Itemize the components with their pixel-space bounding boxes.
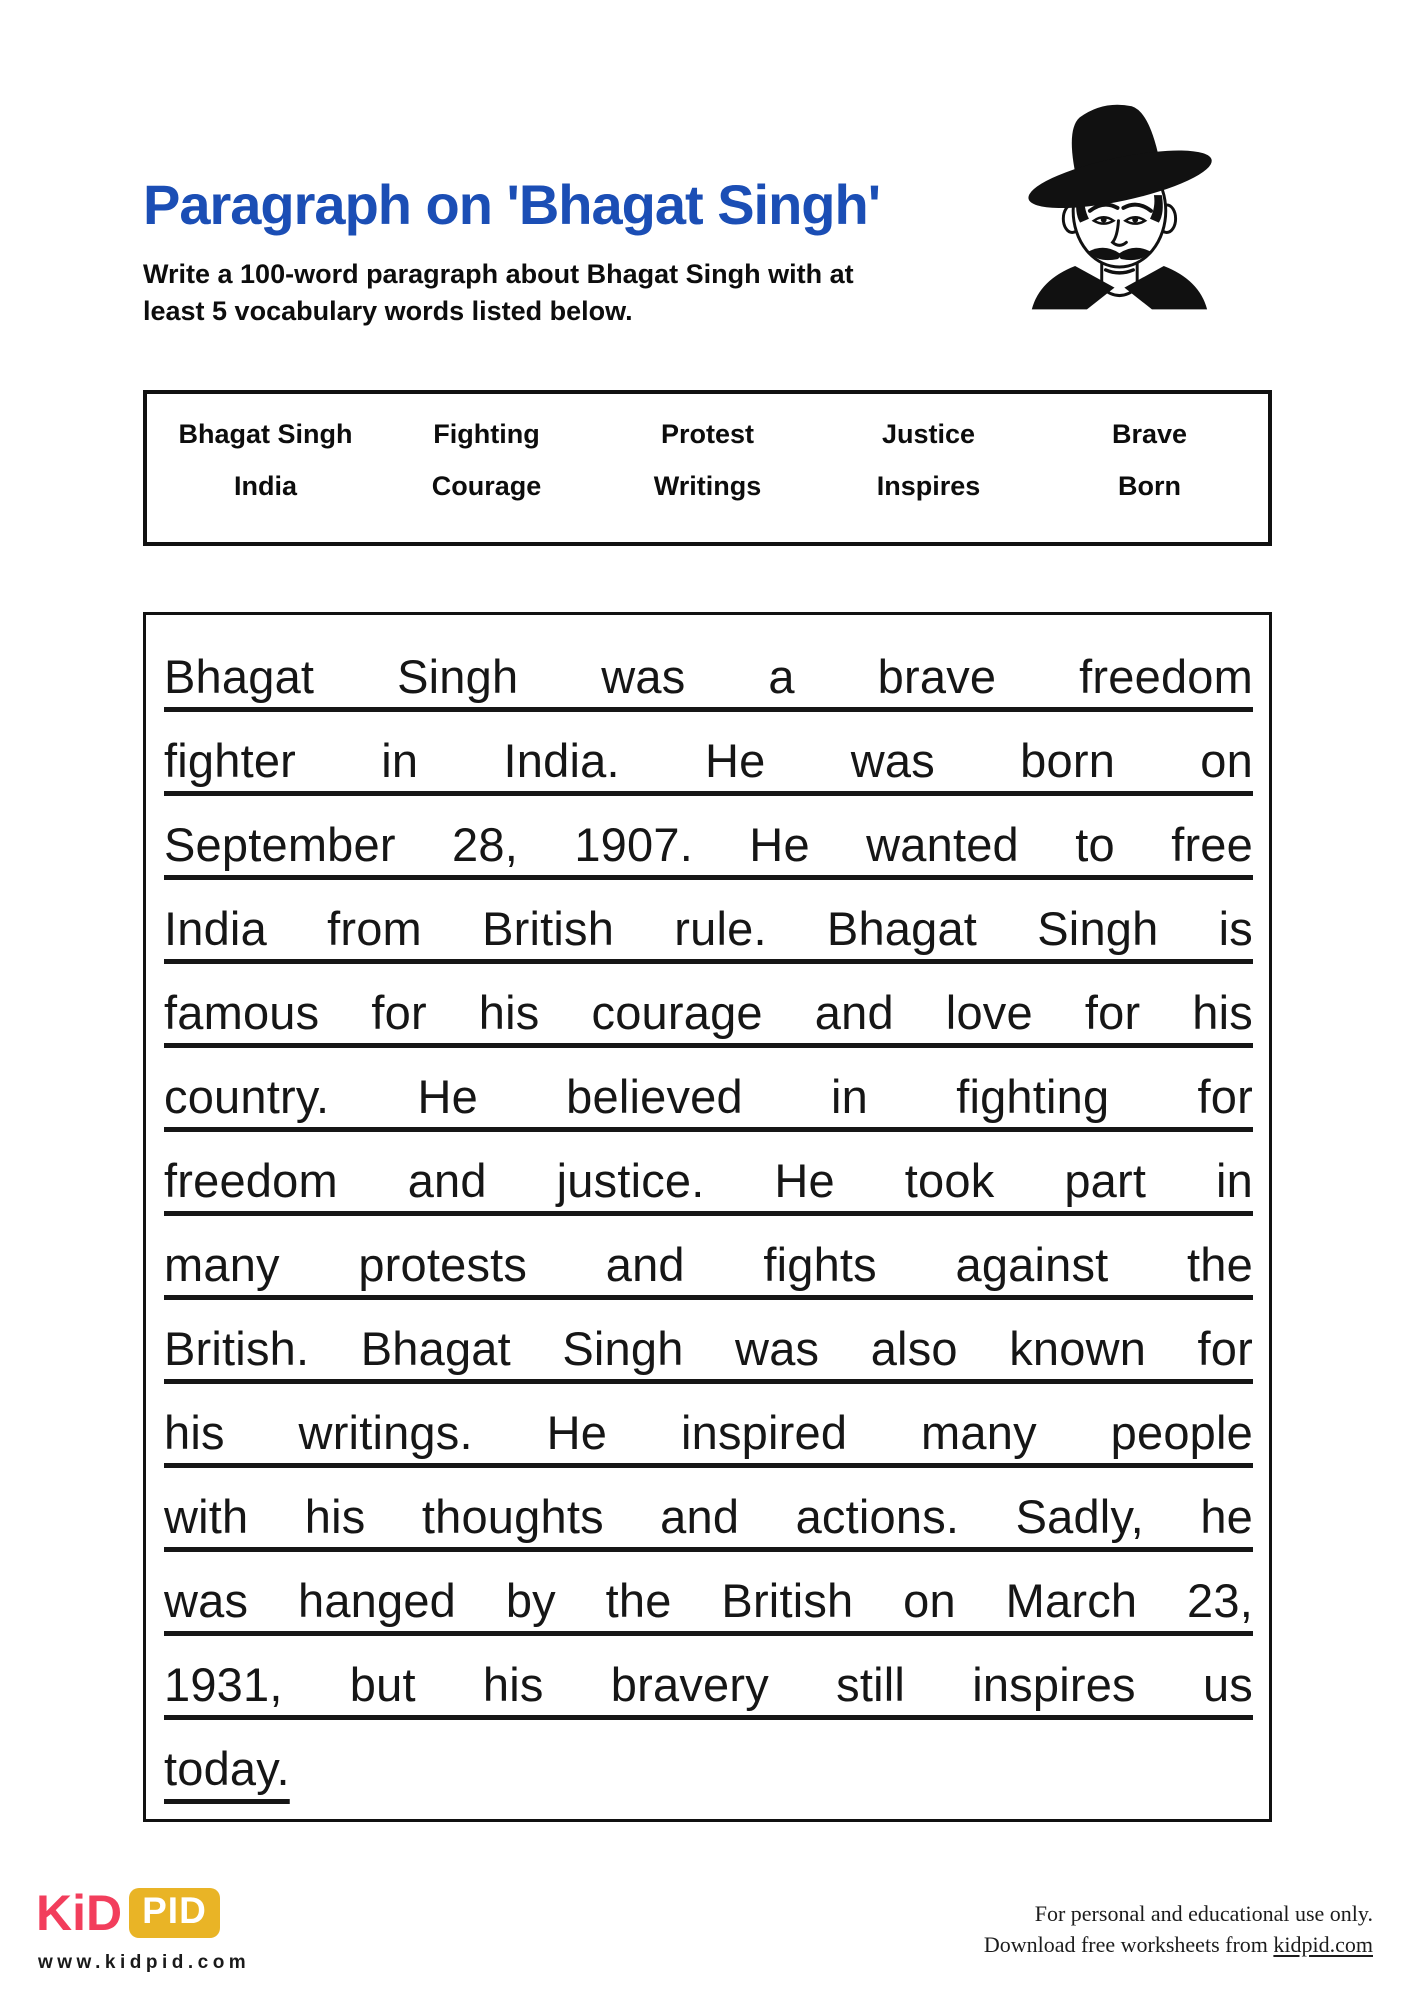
paragraph-box [143,612,1272,1822]
paragraph-line: country. He believed in fighting for [164,1070,1253,1123]
website-url: www.kidpid.com [38,1952,251,1973]
vocab-word: India [233,470,297,501]
logo-pid-badge: PID [129,1888,220,1938]
vocab-word: Fighting [433,418,540,449]
usage-note-line-1: For personal and educational use only. [1034,1901,1373,1926]
paragraph-line: 1931, but his bravery still inspires us [164,1658,1253,1711]
paragraph-line: British. Bhagat Singh was also known for [164,1322,1253,1375]
vocab-word: Justice [881,418,976,449]
paragraph-line: was hanged by the British on March 23, [164,1574,1253,1627]
paragraph-line: fighter in India. He was born on [164,734,1253,787]
page-title: Paragraph on 'Bhagat Singh' [143,173,881,236]
paragraph-line: September 28, 1907. He wanted to free [164,818,1253,871]
vocab-word: Inspires [876,470,981,501]
instructions-line-2: least 5 vocabulary words listed below. [143,296,633,326]
usage-note-line-2 [984,1929,1373,1960]
instructions-line-1: Write a 100-word paragraph about Bhagat Singh with at [143,259,854,289]
vocab-word: Brave [1111,418,1188,449]
paragraph-line: India from British rule. Bhagat Singh is [164,902,1253,955]
bhagat-singh-portrait-icon [1018,92,1215,310]
logo-kid-text: KiD [36,1885,123,1941]
download-note-text: Download free worksheets from [983,1932,1274,1957]
paragraph-line: his writings. He inspired many people [164,1406,1253,1459]
vocabulary-box [143,390,1272,546]
paragraph-line: with his thoughts and actions. Sadly, he [164,1490,1253,1543]
paragraph-line: many protests and fights against the [164,1238,1253,1291]
vocab-word: Born [1118,470,1181,501]
kidpid-link[interactable]: kidpid.com [1273,1932,1373,1957]
vocab-word: Protest [660,418,755,449]
instructions [143,256,854,330]
usage-note [984,1898,1373,1960]
vocab-word: Courage [431,470,542,501]
kidpid-logo [36,1884,220,1942]
paragraph-line: today. [164,1742,290,1795]
vocab-word: Writings [653,470,762,501]
paragraph-line: Bhagat Singh was a brave freedom [164,650,1253,703]
paragraph-line: famous for his courage and love for his [164,986,1253,1039]
paragraph-line: freedom and justice. He took part in [164,1154,1253,1207]
vocab-word: Bhagat Singh [178,418,353,449]
